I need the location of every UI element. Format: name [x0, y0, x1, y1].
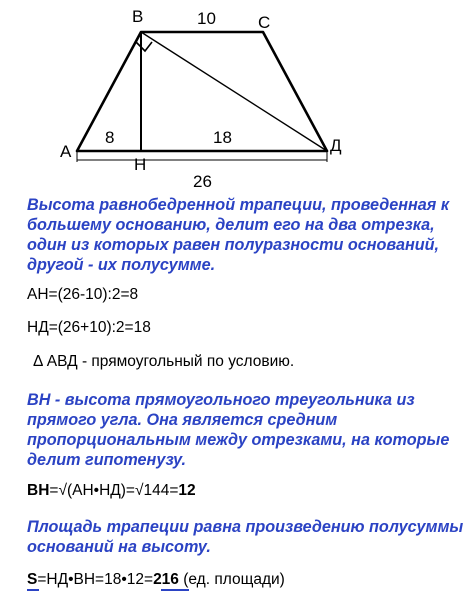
equation-area-prefix: S — [27, 571, 38, 588]
vertex-label-c: C — [258, 13, 271, 32]
segment-label-ah: 8 — [105, 128, 115, 147]
theorem-paragraph-1 — [27, 195, 467, 275]
text-line: Высота равнобедренной трапеции, проведенная к — [27, 196, 450, 214]
equation-ah: AH=(26-10):2=8 — [27, 286, 139, 303]
trapezoid-outline — [77, 32, 327, 151]
theorem-paragraph-3 — [27, 517, 467, 557]
vertex-label-h: H — [134, 155, 147, 174]
underline-mark-s — [27, 589, 39, 591]
equation-area-result: 216 — [153, 571, 179, 588]
equation-area-body: =НД•ВН=18•12= — [37, 571, 154, 588]
equation-hd: НД=(26+10):2=18 — [27, 319, 151, 336]
text-line: оснований на высоту. — [27, 538, 211, 556]
vertex-label-a: A — [60, 142, 72, 161]
vertex-label-d: Д — [330, 136, 342, 155]
trapezoid-diagram — [0, 0, 476, 195]
segment-label-ad: 26 — [193, 172, 212, 191]
equation-area-units: (ед. площади) — [178, 571, 285, 588]
text-line: делит гипотенузу. — [27, 451, 187, 469]
statement-right-triangle: Δ АВД - прямоугольный по условию. — [33, 353, 295, 370]
right-angle-marker — [136, 42, 152, 51]
segment-label-hd: 18 — [213, 128, 232, 147]
equation-bh-body: =√(АН•НД)=√144= — [49, 482, 179, 499]
equation-bh-prefix: ВН — [27, 482, 50, 499]
vertex-label-b: B — [132, 7, 144, 26]
text-line: Площадь трапеции равна произведению полусуммы — [27, 518, 464, 536]
equation-bh-result: 12 — [178, 482, 196, 499]
equation-bh — [27, 481, 196, 501]
text-line: большему основанию, делит его на два отрезка, — [27, 216, 435, 234]
text-line: один из которых равен полуразности оснований, — [27, 236, 440, 254]
text-line: ВН - высота прямоугольного треугольника из — [27, 391, 415, 409]
text-line: прямого угла. Она является средним — [27, 411, 338, 429]
underline-mark-result — [161, 589, 189, 591]
diagonal-bd — [141, 32, 327, 151]
segment-label-bc: 10 — [197, 9, 216, 28]
text-line: пропорциональным между отрезками, на которые — [27, 431, 450, 449]
equation-area — [27, 570, 285, 590]
theorem-paragraph-2 — [27, 390, 467, 470]
text-line: другой - их полусумме. — [27, 256, 216, 274]
